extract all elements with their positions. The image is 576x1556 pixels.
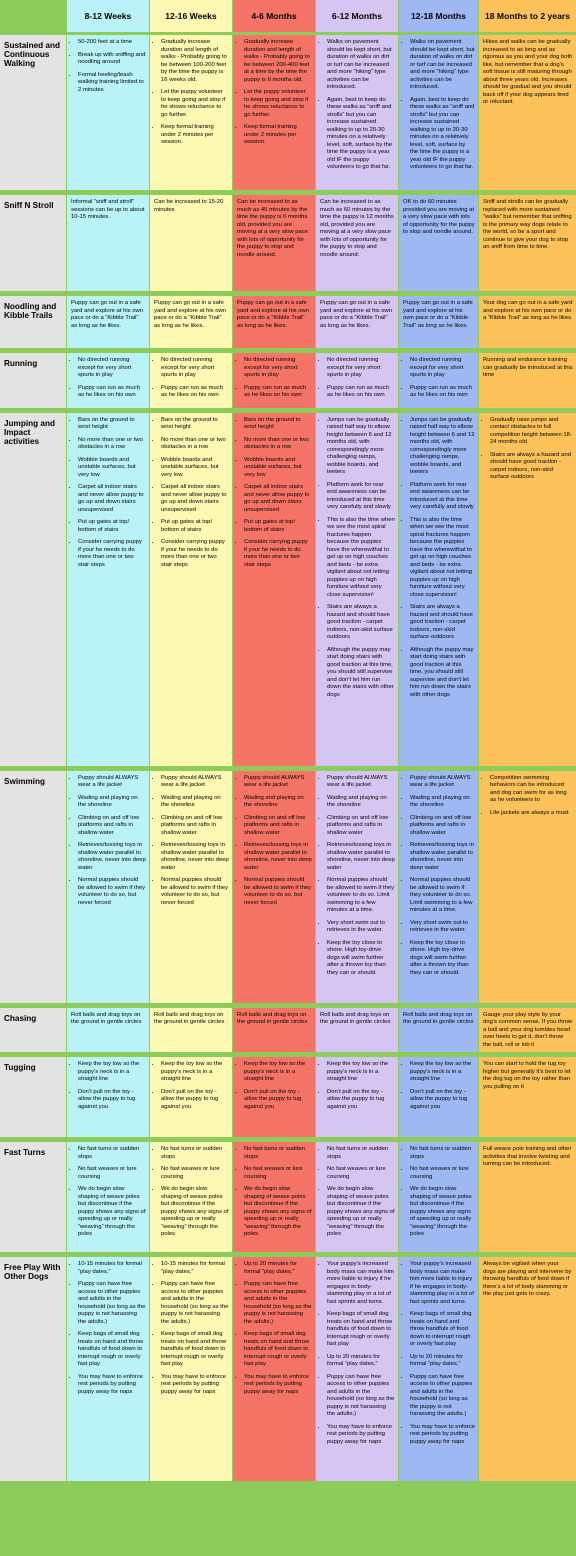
bullet-list (320, 417, 395, 700)
bullet-item: • Carpet all indoor stairs and never allow puppy to go up and down stairs unsupervised (78, 484, 146, 514)
bullet-item: • Gradually increase duration and length of walks - Probably going to be between 100-200 feet by the time the puppy is 16 weeks old. (161, 39, 229, 84)
bullet-item: • Again, best to keep do these walks as “sniff and strolls” but you can increase sustained walking to up to 20-30 minutes on a relatively level, soft, surface by the time the puppy is a year old IF the puppy volunteers to go that far. (327, 97, 395, 172)
table-cell (66, 296, 149, 353)
bullet-item: • Formal heeling/leash walking training limited to 2 minutes (78, 72, 146, 95)
bullet-item: • Puppy can run as much as he likes on his own (161, 385, 229, 400)
bullet-item: • No more than one or two obstacles in a row (244, 437, 312, 452)
bullet-item: • Puppy can run as much as he likes on his own (327, 385, 395, 400)
bullet-item: • Climbing on and off low platforms and rafts in shallow water (161, 815, 229, 838)
table-cell (232, 353, 315, 413)
bullet-item: • Retrieves/tossing toys in shallow water parallel to shoreline, never into deep water (244, 842, 312, 872)
bullet-item: • Keep the toy low so the puppy’s neck is in a straight line (327, 1061, 395, 1084)
bullet-item: • No directed running except for very short spurts in play (410, 357, 475, 380)
bullet-item: • No directed running except for very short spurts in play (244, 357, 312, 380)
bullet-item: • This is also the time when we see the most spiral fractures happen because the puppies have the wherewithal to get up on high couches and beds - be extra vigilant about not letting puppies up on high furniture without very close supervision! (327, 517, 395, 600)
table-row (0, 1057, 576, 1142)
bullet-item: • No fast weaves or lure coursing (244, 1166, 312, 1181)
bullet-item: • Wading and playing on the shoreline (78, 795, 146, 810)
table-cell (149, 1057, 232, 1142)
table-cell (398, 1142, 478, 1257)
table-row (0, 1142, 576, 1257)
table-cell (478, 353, 576, 413)
bullet-list (237, 39, 312, 147)
bullet-item: • No directed running except for very short spurts in play (327, 357, 395, 380)
bullet-item: • Puppy can have free access to other puppies and adults in the household (so long as the puppy is not harassing the adults.) (244, 1281, 312, 1326)
bullet-item: • Wobble boards and unstable surfaces, but very low (244, 457, 312, 480)
bullet-item: • Normal puppies should be allowed to swim if they volunteer to do so, but never forced (78, 877, 146, 907)
cell-text: You can start to hold the tug toy higher but generally it’s best to let the dog tug on the toy rather than you pulling on it (483, 1061, 571, 1090)
bullet-list (403, 775, 475, 978)
bullet-item: • Carpet all indoor stairs and never allow puppy to go up and down stairs unsupervised (244, 484, 312, 514)
bullet-item: • Break up with sniffing and noodling around (78, 52, 146, 67)
bullet-list (237, 1061, 312, 1111)
bullet-item: • Gradually raise jumps and contact obstacles to full competition height between 18-24 months old (490, 417, 573, 447)
bullet-item: • Bars on the ground to wrist height (244, 417, 312, 432)
corner-cell (0, 0, 66, 35)
table-cell (478, 1142, 576, 1257)
bullet-item: • Walks on pavement should be kept short, but duration of walks on dirt or turf can be increased and more “hiking” type activities can be introduced. (410, 39, 475, 92)
bullet-item: • Although the puppy may start doing stairs with good traction at this time, you should still supervise and don’t let him run down the stairs with other dogs (327, 647, 395, 700)
bullet-item: • Put up gates at top/ bottom of stairs (78, 519, 146, 534)
column-header-12-18-months: 12-18 Months (398, 0, 478, 35)
bullet-item: • Climbing on and off low platforms and rafts in shallow water (327, 815, 395, 838)
bullet-list (320, 1261, 395, 1446)
table-cell (149, 296, 232, 353)
table-cell (149, 195, 232, 296)
bullet-item: • Puppy should ALWAYS wear a life jacket (410, 775, 475, 790)
bullet-list (237, 1146, 312, 1239)
bullet-item: • Puppy should ALWAYS wear a life jacket (161, 775, 229, 790)
cell-text: Your dog can go out in a safe yard and explore at his own pace or do a “Kibble Trail” as long as he likes. (483, 300, 573, 321)
bullet-item: • We do begin slow shaping of weave poles but discontinue if the puppy shows any signs of speeding up or really “weaving” through the poles (244, 1186, 312, 1239)
table-cell (149, 771, 232, 1008)
bullet-item: • You may have to enforce rest periods by putting puppy away for naps (327, 1424, 395, 1447)
bullet-list (154, 417, 229, 570)
column-header-6-12-months: 6-12 Months (315, 0, 398, 35)
bullet-list (320, 775, 395, 978)
bullet-item: • Stairs are always a hazard and should have good traction - carpet indoors, non-skid surface outdoors (410, 604, 475, 642)
bullet-item: • Retrieves/tossing toys in shallow water parallel to shoreline, never into deep water (161, 842, 229, 872)
bullet-item: • Put up gates at top/ bottom of stairs (244, 519, 312, 534)
bullet-item: • Keep bags of small dog treats on hand and throw handfuls of food down to interrupt rough or overly fast play (161, 1331, 229, 1369)
bullet-item: • 10-15 minutes for formal “play dates,” (78, 1261, 146, 1276)
bullet-list (154, 1146, 229, 1239)
bullet-item: • Wading and playing on the shoreline (161, 795, 229, 810)
table-cell (398, 1257, 478, 1486)
cell-text: Can be increased to as much as 60 minutes by the time the puppy is 12 months old, provided you are moving at a very slow pace with lots of opportunity for the puppy to stop and noodle around. (320, 199, 394, 258)
cell-text: Running and endurance training can gradually be introduced at this time (483, 357, 573, 378)
table-row (0, 195, 576, 296)
bullet-item: • We do begin slow shaping of weave poles but discontinue if the puppy shows any signs of speeding up or really “weaving” through the poles (410, 1186, 475, 1239)
bullet-item: • Stairs are always a hazard and should have good traction - carpet indoors, non-skid surface outdoors (490, 452, 573, 482)
bullet-item: • No fast turns or sudden stops (244, 1146, 312, 1161)
table-row (0, 1008, 576, 1058)
bullet-item: • No directed running except for very short spurts in play (161, 357, 229, 380)
bullet-item: • Keep the toy low so the puppy’s neck is in a straight line (410, 1061, 475, 1084)
table-cell (232, 1142, 315, 1257)
bullet-list (71, 775, 146, 908)
bullet-item: • Don’t pull on the toy - allow the puppy to tug against you (78, 1089, 146, 1112)
table-cell (315, 1142, 398, 1257)
bullet-item: • Wading and playing on the shoreline (410, 795, 475, 810)
table-cell (149, 1008, 232, 1058)
bullet-item: • Puppy can have free access to other puppies and adults in the household (so long as the puppy is not harassing the adults.) (410, 1374, 475, 1419)
table-cell (315, 353, 398, 413)
cell-text: Full weave pole training and other activities that involve twisting and turning can be introduced. (483, 1146, 572, 1167)
bullet-item: • Keep the toy low so the puppy’s neck is in a straight line (244, 1061, 312, 1084)
table-cell (478, 1057, 576, 1142)
cell-text: Can be increased to 15-20 minutes (154, 199, 224, 213)
bullet-list (71, 39, 146, 94)
bullet-item: • Puppy can run as much as he likes on his own (410, 385, 475, 400)
bullet-item: • Don’t pull on the toy - allow the puppy to tug against you (161, 1089, 229, 1112)
bullet-list (320, 357, 395, 400)
bullet-item: • Keep the toy low so the puppy’s neck is in a straight line (78, 1061, 146, 1084)
table-cell (232, 35, 315, 195)
bullet-item: • Climbing on and off low platforms and rafts in shallow water (410, 815, 475, 838)
bullet-item: • Retrieves/tossing toys in shallow water parallel to shoreline, never into deep water (78, 842, 146, 872)
bullet-item: • Wobble boards and unstable surfaces, but very low (161, 457, 229, 480)
bullet-item: • Don’t pull on the toy - allow the puppy to tug against you (244, 1089, 312, 1112)
table-cell (478, 35, 576, 195)
cell-text: Roll balls and drag toys on the ground in gentle circles (403, 1011, 474, 1025)
row-label: Fast Turns (0, 1142, 66, 1257)
row-label: Running (0, 353, 66, 413)
bullet-list (403, 357, 475, 400)
column-header-8-12-weeks: 8-12 Weeks (66, 0, 149, 35)
table-row (0, 771, 576, 1008)
bullet-list (154, 775, 229, 908)
bullet-list (71, 1261, 146, 1396)
bullet-item: • No fast weaves or lure coursing (161, 1166, 229, 1181)
cell-text: Puppy can go out in a safe yard and explore at his own pace or do a “Kibble Trail” as long as he likes. (320, 300, 393, 329)
bullet-item: • Put up gates at top/ bottom of stairs (161, 519, 229, 534)
bullet-list (483, 417, 573, 482)
row-label: Jumping and Impact activities (0, 413, 66, 771)
bullet-item: • Don’t pull on the toy - allow the puppy to tug against you (327, 1089, 395, 1112)
bullet-item: • Normal puppies should be allowed to swim if they volunteer to do so. Limit swimming to a few minutes at a time. (410, 877, 475, 915)
row-label: Tugging (0, 1057, 66, 1142)
cell-text: Roll balls and drag toys on the ground in gentle circles (320, 1011, 391, 1025)
table-cell (232, 1257, 315, 1486)
table-row (0, 296, 576, 353)
bullet-item: • Normal puppies should be allowed to swim if they volunteer to do so. Limit swimming to a few minutes at a time. (327, 877, 395, 915)
table-cell (315, 1057, 398, 1142)
bullet-item: • Wading and playing on the shoreline (244, 795, 312, 810)
bullet-item: • You may have to enforce rest periods by putting puppy away for naps (244, 1374, 312, 1397)
table-cell (398, 353, 478, 413)
cell-text: Can be increased to as much as 45 minutes by the time the puppy is 6 months old, provided you are moving at a very slow pace with lots of opportunity for the puppy to stop and noodle around. (237, 199, 309, 258)
table-cell (66, 1008, 149, 1058)
bullet-item: • No directed running except for very short spurts in play (78, 357, 146, 380)
bullet-item: • Up to 20 minutes for formal “play dates,” (327, 1354, 395, 1369)
table-cell (232, 296, 315, 353)
bullet-item: • Keep bags of small dog treats on hand and throw handfuls of food down to interrupt rough or overly fast play (78, 1331, 146, 1369)
bullet-list (154, 357, 229, 400)
bullet-item: • Don’t pull on the toy - allow the puppy to tug against you (410, 1089, 475, 1112)
table-cell (398, 296, 478, 353)
table-cell (478, 771, 576, 1008)
table-cell (66, 1057, 149, 1142)
table-cell (315, 195, 398, 296)
bullet-list (71, 357, 146, 400)
bullet-list (154, 1261, 229, 1396)
table-cell (315, 413, 398, 771)
bullet-item: • Keep bags of small dog treats on hand and throw handfuls of food down to interrupt rough or overly fast play (244, 1331, 312, 1369)
bullet-item: • Jumps can be gradually raised half way to elbow height between 6 and 12 months old, with correspondingly more challenging ramps, wobble boards, and teeters (327, 417, 395, 477)
table-cell (398, 771, 478, 1008)
table-cell (232, 771, 315, 1008)
table-cell (66, 771, 149, 1008)
bullet-item: • Retrieves/tossing toys in shallow water parallel to shoreline, never into deep water (327, 842, 395, 872)
table-cell (66, 35, 149, 195)
bullet-item: • Keep formal training under 2 minutes per session. (161, 124, 229, 147)
row-label: Sniff N Stroll (0, 195, 66, 296)
table-row (0, 1257, 576, 1486)
bullet-item: • Consider carrying puppy if your he needs to do more than one or two stair steps (244, 539, 312, 569)
table-cell (66, 413, 149, 771)
table-row (0, 35, 576, 195)
table-cell (398, 35, 478, 195)
table-cell (478, 296, 576, 353)
bullet-item: • No fast turns or sudden stops (410, 1146, 475, 1161)
cell-text: Always be vigilant when your dogs are playing and intervene by throwing handfuls of food down if there’s a lot of body slamming or the play just gets to crazy. (483, 1261, 572, 1297)
cell-text: Puppy can go out in a safe yard and explore at his own pace or do a “Kibble Trail” as long as he likes. (71, 300, 144, 329)
bullet-item: • Keep the toy close to shore. High toy-drive dogs will swim further after a thrown toy than they can or should. (410, 940, 475, 978)
bullet-item: • Puppy should ALWAYS wear a life jacket (78, 775, 146, 790)
bullet-item: • No fast turns or sudden stops (78, 1146, 146, 1161)
bullet-item: • Climbing on and off low platforms and rafts in shallow water (78, 815, 146, 838)
bullet-item: • No fast turns or sudden stops (327, 1146, 395, 1161)
bullet-list (403, 39, 475, 172)
bullet-item: • Up to 20 minutes for formal “play dates,” (410, 1354, 475, 1369)
bullet-item: • Up to 20 minutes for formal “play dates,” (244, 1261, 312, 1276)
table-row (0, 413, 576, 771)
table-cell (398, 1008, 478, 1058)
bullet-item: • You may have to enforce rest periods by putting puppy away for naps (161, 1374, 229, 1397)
bullet-list (403, 417, 475, 700)
table-row (0, 353, 576, 413)
bullet-item: • Although the puppy may start doing stairs with good traction at this time, you should still supervise and don’t let him run down the stairs with other dogs (410, 647, 475, 700)
cell-text: Gauge your play style by your dog’s common sense. If you throw a ball and your dog tumbles head over heels to get it, don’t throw the ball, roll or lob it (483, 1011, 573, 1048)
bullet-list (154, 39, 229, 147)
table-cell (398, 1057, 478, 1142)
table-cell (66, 353, 149, 413)
bullet-item: • Wobble boards and unstable surfaces, but very low (78, 457, 146, 480)
cell-text: Informal “sniff and stroll” sessions can be up to about 10-15 minutes. (71, 199, 145, 220)
bullet-item: • Platform work for rear end awareness can be introduced at this time very carefully and slowly (410, 482, 475, 512)
row-label: Chasing (0, 1008, 66, 1058)
table-cell (232, 1057, 315, 1142)
table-cell (315, 1008, 398, 1058)
bullet-list (237, 417, 312, 570)
bullet-list (237, 1261, 312, 1396)
cell-text: Roll balls and drag toys on the ground in gentle circles (71, 1011, 142, 1025)
bullet-item: • Life jackets are always a must (490, 810, 573, 818)
table-cell (149, 35, 232, 195)
cell-text: Puppy can go out in a safe yard and explore at his own pace or do a “Kibble Trail” as long as he likes. (154, 300, 227, 329)
bullet-item: • Normal puppies should be allowed to swim if they volunteer to do so, but never forced (244, 877, 312, 907)
bullet-item: • Normal puppies should be allowed to swim if they volunteer to do so, but never forced (161, 877, 229, 907)
table-cell (232, 413, 315, 771)
cell-text: Hikes and walks can be gradually increased to as long and as rigorous as you and your dog both like, but remember that a dog’s soft tissue is still maturing through about three years old. Increases should be gradual and you should back off if your dog appears tired or reluctant. (483, 39, 573, 105)
row-label: Sustained and Continuous Walking (0, 35, 66, 195)
header-row (0, 0, 576, 35)
bullet-item: • Let the puppy volunteer to keep going and stop if he shows reluctance to go further. (161, 89, 229, 119)
bullet-item: • This is also the time when we see the most spiral fractures happen because the puppies have the wherewithal to get up on high couches and beds - be extra vigilant about not letting puppies up on high furniture without very close supervision! (410, 517, 475, 600)
bullet-item: • Consider carrying puppy if your he needs to do more than one or two stair steps (78, 539, 146, 569)
bullet-item: • Competition swimming behaviors can be introduced and dog can swim for as long as he volunteers to (490, 775, 573, 805)
bullet-item: • Puppy can have free access to other puppies and adults in the household (so long as the puppy is not harassing the adults.) (327, 1374, 395, 1419)
cell-text: OK to do 60 minutes provided you are moving at a very slow pace with lots of opportunity for the puppy to stop and noodle around. (403, 199, 475, 235)
bullet-item: • No more than one or two obstacles in a row (78, 437, 146, 452)
bullet-list (71, 1061, 146, 1111)
bullet-item: • Puppy should ALWAYS wear a life jacket (244, 775, 312, 790)
row-label: Swimming (0, 771, 66, 1008)
table-cell (315, 771, 398, 1008)
table-cell (478, 1008, 576, 1058)
bullet-item: • No fast weaves or lure coursing (410, 1166, 475, 1181)
bullet-list (71, 417, 146, 570)
bullet-item: • We do begin slow shaping of weave poles but discontinue if the puppy shows any signs of speeding up or really “weaving” through the poles (78, 1186, 146, 1239)
bullet-item: • Your puppy’s increased body mass can make him more liable to injury if he engages in body-slamming play or a lot of fast sprints and turns. (327, 1261, 395, 1306)
table-cell (478, 413, 576, 771)
bullet-list (320, 39, 395, 172)
bullet-item: • No fast turns or sudden stops (161, 1146, 229, 1161)
bullet-item: • Keep bags of small dog treats on hand and throw handfuls of food down to interrupt rough or overly fast play (327, 1311, 395, 1349)
bullet-list (320, 1061, 395, 1111)
row-label: Noodling and Kibble Trails (0, 296, 66, 353)
bullet-item: • You may have to enforce rest periods by putting puppy away for naps (78, 1374, 146, 1397)
table-cell (315, 35, 398, 195)
bullet-item: • Climbing on and off low platforms and rafts in shallow water (244, 815, 312, 838)
bullet-item: • Keep the toy low so the puppy’s neck is in a straight line (161, 1061, 229, 1084)
bullet-list (403, 1146, 475, 1239)
table-cell (149, 1142, 232, 1257)
column-header-4-6-months: 4-6 Months (232, 0, 315, 35)
bullet-item: • Bars on the ground to wrist height (78, 417, 146, 432)
column-header-18-months-to-2-years: 18 Months to 2 years (478, 0, 576, 35)
bullet-item: • Retrieves/tossing toys in shallow water parallel to shoreline, never into deep water (410, 842, 475, 872)
bullet-item: • Keep formal training under 2 minutes per session. (244, 124, 312, 147)
row-label: Free Play With Other Dogs (0, 1257, 66, 1486)
bullet-item: • Bars on the ground to wrist height (161, 417, 229, 432)
bullet-item: • Again, best to keep do these walks as “sniff and strolls” but you can increase sustained walking to up to 20-30 minutes on a relatively level, soft, surface by the time the puppy is a year old IF the puppy volunteers to go that far. (410, 97, 475, 172)
table-cell (478, 195, 576, 296)
column-header-12-16-weeks: 12-16 Weeks (149, 0, 232, 35)
bullet-list (483, 775, 573, 818)
bullet-item: • We do begin slow shaping of weave poles but discontinue if the puppy shows any signs of speeding up or really “weaving” through the poles (161, 1186, 229, 1239)
bullet-item: • No more than one or two obstacles in a row (161, 437, 229, 452)
bullet-item: • No fast weaves or lure coursing (78, 1166, 146, 1181)
bullet-item: • 50-200 feet at a time (78, 39, 146, 47)
bullet-item: • Your puppy’s increased body mass can make him more liable to injury if he engages in body-slamming play or a lot of fast sprints and turns. (410, 1261, 475, 1306)
table-cell (66, 1142, 149, 1257)
bullet-item: • Jumps can be gradually raised half way to elbow height between 6 and 12 months old, with correspondingly more challenging ramps, wobble boards, and teeters (410, 417, 475, 477)
bullet-item: • Platform work for rear end awareness can be introduced at this time very carefully and slowly (327, 482, 395, 512)
bullet-item: • Stairs are always a hazard and should have good traction - carpet indoors, non-skid surface outdoors (327, 604, 395, 642)
bullet-item: • No fast weaves or lure coursing (327, 1166, 395, 1181)
bullet-item: • Keep bags of small dog treats on hand and throw handfuls of food down to interrupt rough or overly fast play (410, 1311, 475, 1349)
bullet-list (237, 775, 312, 908)
bullet-item: • We do begin slow shaping of weave poles but discontinue if the puppy shows any signs of speeding up or really “weaving” through the poles (327, 1186, 395, 1239)
table-cell (478, 1257, 576, 1486)
bullet-item: • Let the puppy volunteer to keep going and stop if he shows reluctance to go further. (244, 89, 312, 119)
bullet-list (403, 1261, 475, 1446)
cell-text: Roll balls and drag toys on the ground in gentle circles (237, 1011, 308, 1025)
table-cell (149, 353, 232, 413)
bullet-item: • Puppy can have free access to other puppies and adults in the household (so long as the puppy is not harassing the adults.) (161, 1281, 229, 1326)
bullet-item: • Puppy can run as much as he likes on his own (244, 385, 312, 400)
table-cell (149, 1257, 232, 1486)
table-cell (232, 195, 315, 296)
table-cell (149, 413, 232, 771)
bullet-item: • You may have to enforce rest periods by putting puppy away for naps (410, 1424, 475, 1447)
bullet-item: • Puppy should ALWAYS wear a life jacket (327, 775, 395, 790)
bullet-item: • Very short swim out to retrieves in the water. (410, 920, 475, 935)
table-cell (232, 1008, 315, 1058)
bullet-list (403, 1061, 475, 1111)
table-cell (66, 1257, 149, 1486)
bullet-item: • 10-15 minutes for formal “play dates,” (161, 1261, 229, 1276)
table-cell (66, 195, 149, 296)
bullet-item: • Wading and playing on the shoreline (327, 795, 395, 810)
bullet-item: • Carpet all indoor stairs and never allow puppy to go up and down stairs unsupervised (161, 484, 229, 514)
cell-text: Sniff and strolls can be gradually replaced with more sustained “walks” but remember that sniffing is the primary way dogs relate to the world, so be a sport and continue to give your dog to stop an sniff from time to time. (483, 199, 572, 250)
cell-text: Puppy can go out in a safe yard and explore at his own pace or do a “Kibble Trail” as long as he likes. (403, 300, 473, 329)
bullet-list (237, 357, 312, 400)
cell-text: Roll balls and drag toys on the ground in gentle circles (154, 1011, 225, 1025)
bullet-item: • Consider carrying puppy if your he needs to do more than one or two stair steps (161, 539, 229, 569)
bullet-item: • Puppy can run as much as he likes on his own (78, 385, 146, 400)
table-cell (398, 413, 478, 771)
bullet-item: • Very short swim out to retrieves in the water. (327, 920, 395, 935)
table-body (0, 35, 576, 1486)
bullet-list (320, 1146, 395, 1239)
table-cell (398, 195, 478, 296)
bullet-item: • Keep the toy close to shore. High toy-drive dogs will swim further after a thrown toy than they can or should. (327, 940, 395, 978)
bullet-list (71, 1146, 146, 1239)
cell-text: Puppy can go out in a safe yard and explore at his own pace or do a “Kibble Trail” as long as he likes. (237, 300, 310, 329)
bullet-item: • Walks on pavement should be kept short, but duration of walks on dirt or turf can be increased and more “hiking” type activities can be introduced. (327, 39, 395, 92)
bullet-item: • Puppy can have free access to other puppies and adults in the household (so long as the puppy is not harassing the adults.) (78, 1281, 146, 1326)
bullet-item: • Gradually increase duration and length of walks - Probably going to be between 200-400 feet at a time by the time the puppy is 6 months old. (244, 39, 312, 84)
table-cell (315, 1257, 398, 1486)
bullet-list (154, 1061, 229, 1111)
table-cell (315, 296, 398, 353)
